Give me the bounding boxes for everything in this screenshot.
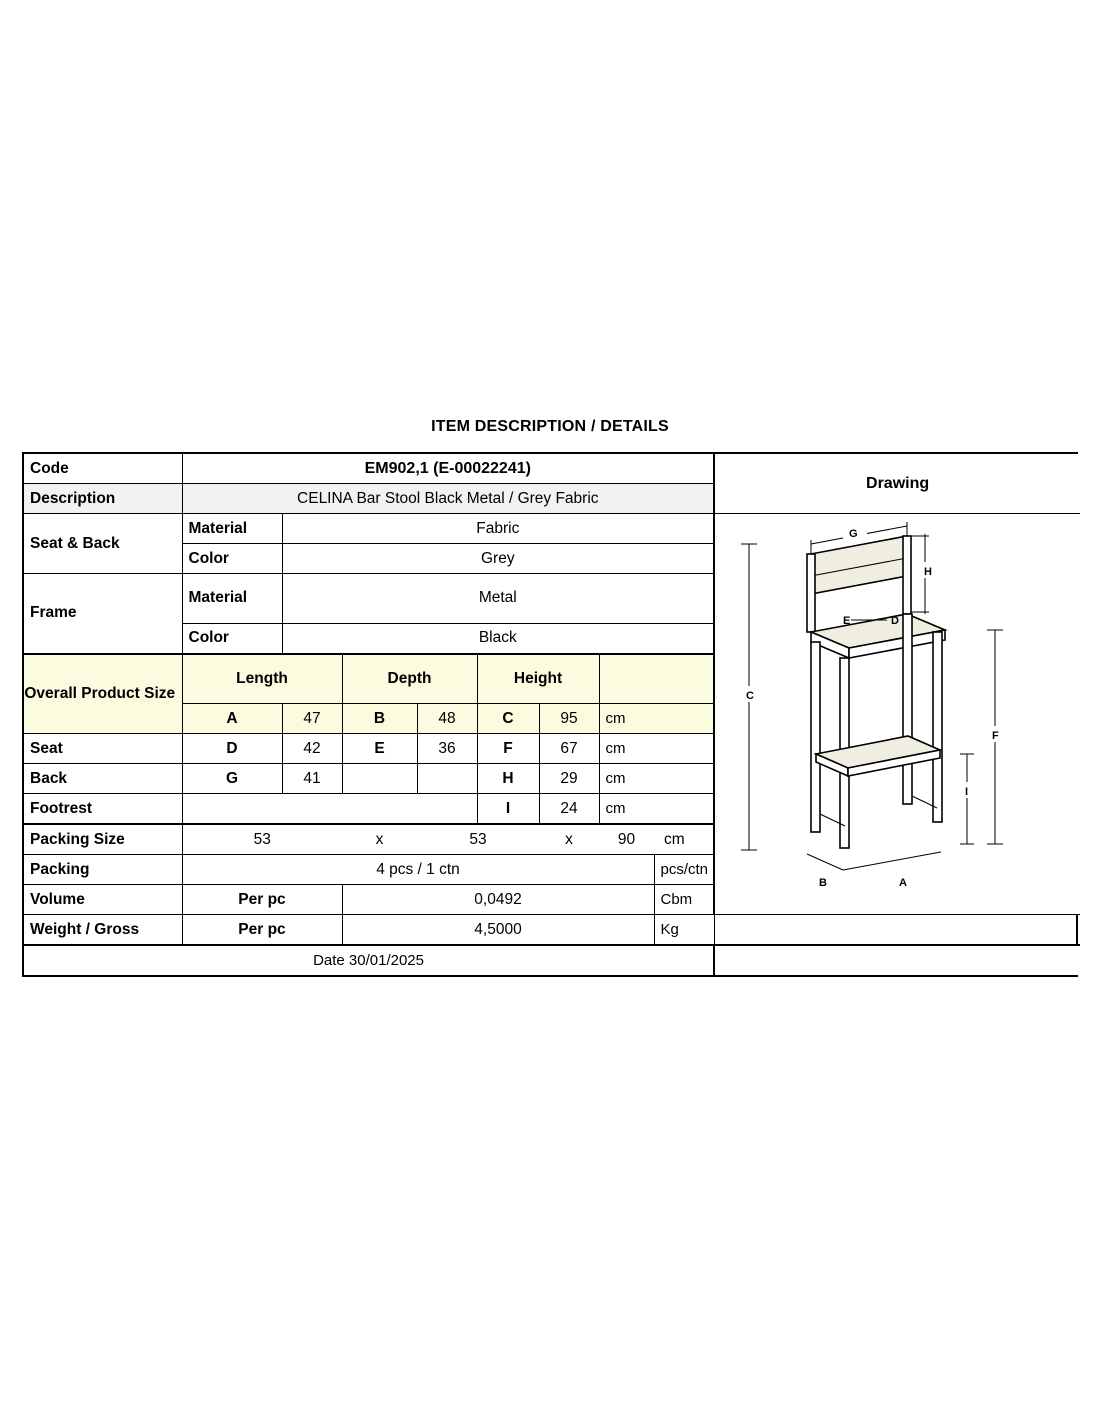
footrest-height-value: 24 [539, 794, 599, 825]
volume-unit: Cbm [654, 885, 714, 915]
frame-color-label: Color [182, 623, 282, 654]
table-row-code [24, 454, 1080, 484]
back-depth-value [417, 764, 477, 794]
packing-size-x1: x [342, 824, 417, 855]
footrest-height-key: I [477, 794, 539, 825]
weight-unit: Kg [654, 915, 714, 946]
packing-value: 4 pcs / 1 ctn [182, 855, 654, 885]
bar-stool-drawing [715, 514, 1081, 914]
seat-back-label: Seat & Back [24, 514, 182, 574]
frame-material-value: Metal [282, 574, 714, 624]
packing-size-length: 53 [182, 824, 342, 855]
table-row-date [24, 945, 1080, 975]
dim-label-D: D [891, 615, 900, 627]
height-header: Height [477, 654, 599, 704]
drawing-title: Drawing [714, 454, 1080, 514]
seat-height-value: 67 [539, 734, 599, 764]
description-value: CELINA Bar Stool Black Metal / Grey Fabric [182, 484, 714, 514]
weight-label: Weight / Gross [24, 915, 182, 946]
back-depth-key [342, 764, 417, 794]
footrest-blank [182, 794, 477, 825]
description-label: Description [24, 484, 182, 514]
dim-label-F: F [992, 730, 999, 742]
back-height-value: 29 [539, 764, 599, 794]
drawing-panel [714, 514, 1080, 915]
unit-header [599, 654, 714, 704]
back-length-key: G [182, 764, 282, 794]
length-header: Length [182, 654, 342, 704]
dim-label-G: G [849, 528, 858, 540]
seat-depth-key: E [342, 734, 417, 764]
seat-dims-label: Seat [24, 734, 182, 764]
date-text: Date 30/01/2025 [24, 945, 714, 975]
depth-header: Depth [342, 654, 477, 704]
dim-label-A: A [899, 877, 908, 889]
overall-height-value: 95 [539, 704, 599, 734]
footrest-dims-label: Footrest [24, 794, 182, 825]
table-row-seatback-material [24, 514, 1080, 544]
back-dims-label: Back [24, 764, 182, 794]
seat-length-key: D [182, 734, 282, 764]
overall-length-key: A [182, 704, 282, 734]
back-unit: cm [599, 764, 714, 794]
frame-material-label: Material [182, 574, 282, 624]
packing-size-x2: x [539, 824, 599, 855]
dim-label-H: H [924, 566, 933, 578]
overall-unit: cm [599, 704, 714, 734]
volume-per: Per pc [182, 885, 342, 915]
seat-depth-value: 36 [417, 734, 477, 764]
back-height-key: H [477, 764, 539, 794]
dim-label-I: I [965, 786, 969, 798]
dim-label-B: B [819, 877, 828, 889]
back-length-value: 41 [282, 764, 342, 794]
weight-value: 4,5000 [342, 915, 654, 946]
seat-length-value: 42 [282, 734, 342, 764]
overall-length-value: 47 [282, 704, 342, 734]
volume-value: 0,0492 [342, 885, 654, 915]
seat-back-material-label: Material [182, 514, 282, 544]
packing-size-height: 90 [599, 824, 654, 855]
overall-depth-key: B [342, 704, 417, 734]
code-label: Code [24, 454, 182, 484]
code-value: EM902,1 (E-00022241) [182, 454, 714, 484]
packing-label: Packing [24, 855, 182, 885]
spec-table [24, 454, 1080, 975]
footrest-unit: cm [599, 794, 714, 825]
overall-height-key: C [477, 704, 539, 734]
dim-label-E: E [843, 615, 851, 627]
seat-back-color-label: Color [182, 544, 282, 574]
packing-size-unit: cm [654, 824, 714, 855]
packing-size-label: Packing Size [24, 824, 182, 855]
table-row-weight [24, 915, 1080, 946]
page-title: ITEM DESCRIPTION / DETAILS [431, 418, 669, 435]
frame-label: Frame [24, 574, 182, 654]
drawing-canvas [715, 514, 1080, 914]
date-blank [714, 945, 1080, 975]
seat-back-material-value: Fabric [282, 514, 714, 544]
seat-unit: cm [599, 734, 714, 764]
frame-color-value: Black [282, 623, 714, 654]
seat-back-color-value: Grey [282, 544, 714, 574]
overall-depth-value: 48 [417, 704, 477, 734]
volume-label: Volume [24, 885, 182, 915]
packing-unit: pcs/ctn [654, 855, 714, 885]
weight-per: Per pc [182, 915, 342, 946]
overall-size-label: Overall Product Size [24, 654, 182, 734]
seat-height-key: F [477, 734, 539, 764]
packing-size-width: 53 [417, 824, 539, 855]
dim-label-C: C [746, 690, 755, 702]
spec-table-container [22, 452, 1078, 977]
